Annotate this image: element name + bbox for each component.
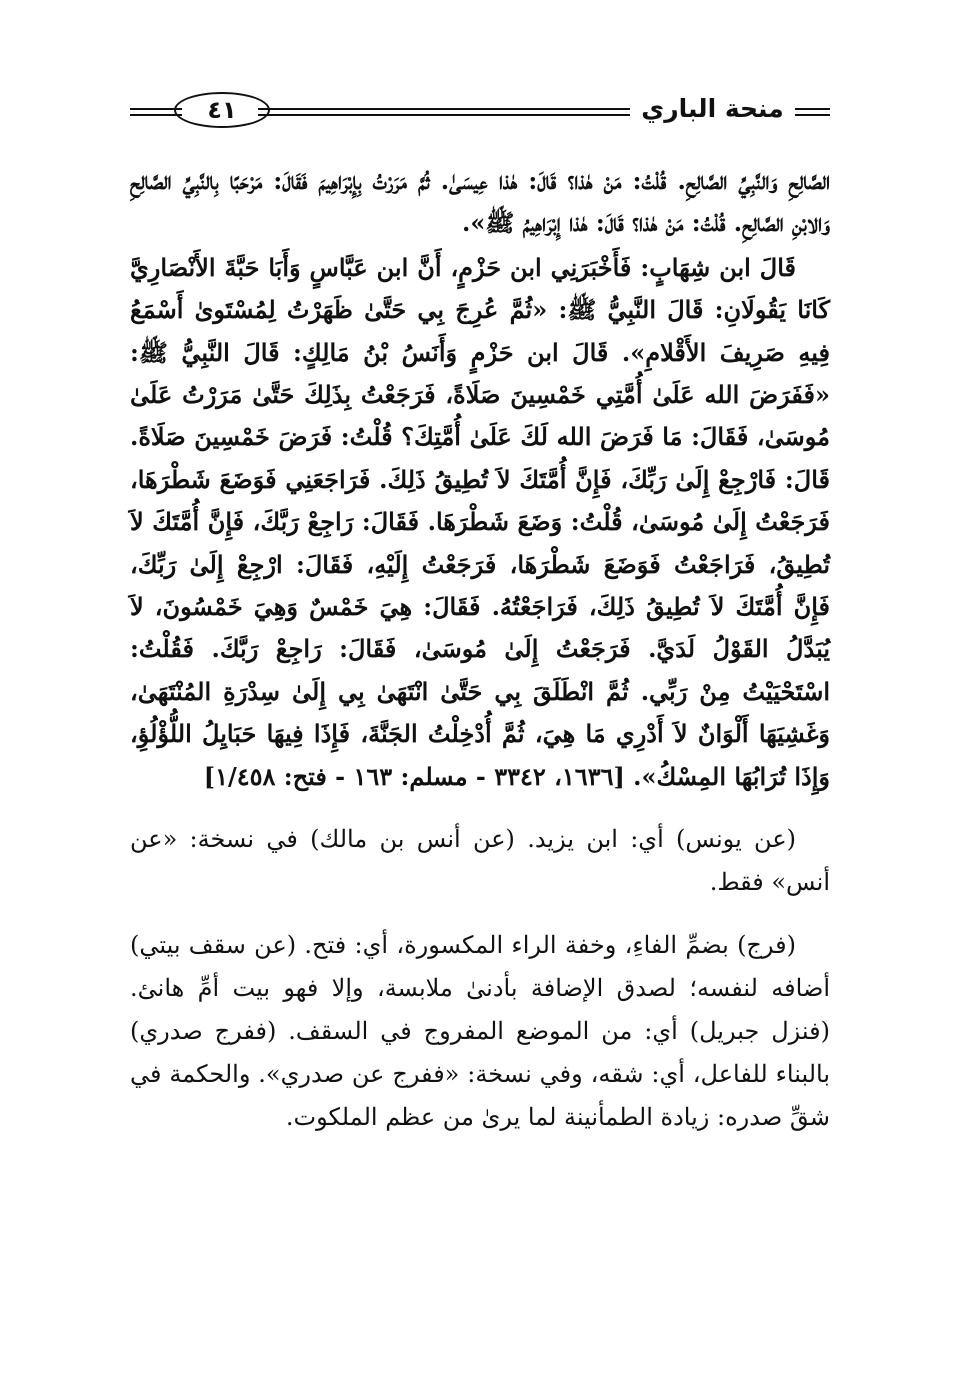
running-title: منحة الباري [641, 94, 784, 123]
page-number: ٤١ [174, 92, 270, 128]
header-rule-right [795, 108, 830, 116]
commentary-paragraph-furija: (فرج) بضمِّ الفاءِ، وخفة الراء المكسورة، أي: فتح. (عن سقف بيتي) أضافه لنفسه؛ لصدق الإضافة بأدنىٰ ملابسة، وإلا فهو بيت أمِّ هانئ. (فنزل جبريل) أي: من الموضع المفروج في السقف. (ففرج صدري) بالبناء للفاعل، أي: شقه، وفي نسخة: «ففرج عن صدري». والحكمة في شقِّ صدره: زيادة الطمأنينة لما يرىٰ من عظم الملكوت. [130, 931, 831, 1132]
section-spacer [130, 798, 830, 818]
page-header [130, 88, 830, 134]
page-body [130, 160, 830, 1139]
section-spacer [130, 904, 830, 924]
hadith-paragraph-ibn-shihab: قَالَ ابن شِهَابٍ: فَأَخْبَرَنِي ابن حَزْمٍ، أَنَّ ابن عَبَّاسٍ وَأَبَا حَبَّةَ الأَنْصَارِيَّ كَانَا يَقُولَانِ: قَالَ النَّبِيُّ ﷺ: «ثُمَّ عُرِجَ بِي حَتَّىٰ ظَهَرْتُ لِمُسْتَوىٰ أَسْمَعُ فِيهِ صَرِيفَ الأَقْلامِ». قَالَ ابن حَزْمٍ وَأَنَسُ بْنُ مَالِكٍ: قَالَ النَّبِيُّ ﷺ: «فَفَرَضَ الله عَلَىٰ أُمَّتِي خَمْسِينَ صَلَاةً، فَرَجَعْتُ بِذَلِكَ حَتَّىٰ مَرَرْتُ عَلَىٰ مُوسَىٰ، فَقَالَ: مَا فَرَضَ الله لَكَ عَلَىٰ أُمَّتِكَ؟ قُلْتُ: فَرَضَ خَمْسِينَ صَلَاةً. قَالَ: فَارْجِعْ إِلَىٰ رَبِّكَ، فَإِنَّ أُمَّتَكَ لاَ تُطِيقُ ذَلِكَ. فَرَاجَعَنِي فَوَضَعَ شَطْرَهَا، فَرَجَعْتُ إِلَىٰ مُوسَىٰ، قُلْتُ: وَضَعَ شَطْرَهَا. فَقَالَ: رَاجِعْ رَبَّكَ، فَإِنَّ أُمَّتَكَ لاَ تُطِيقُ، فَرَاجَعْتُ فَوَضَعَ شَطْرَهَا، فَرَجَعْتُ إِلَيْهِ، فَقَالَ: ارْجِعْ إِلَىٰ رَبِّكَ، فَإِنَّ أُمَّتَكَ لاَ تُطِيقُ ذَلِكَ، فَرَاجَعْتُهُ. فَقَالَ: هِيَ خَمْسٌ وَهِيَ خَمْسُونَ، لاَ يُبَدَّلُ القَوْلُ لَدَيَّ. فَرَجَعْتُ إِلَىٰ مُوسَىٰ، فَقَالَ: رَاجِعْ رَبَّكَ. فَقُلْتُ: اسْتَحْيَيْتُ مِنْ رَبِّي. ثُمَّ انْطَلَقَ بِي حَتَّىٰ انْتَهَىٰ بِي إِلَىٰ سِدْرَةِ المُنْتَهَىٰ، وَغَشِيَهَا أَلْوَانٌ لاَ أَدْرِي مَا هِيَ، ثُمَّ أُدْخِلْتُ الجَنَّةَ، فَإِذَا فِيهَا حَبَايِلُ اللُّؤْلُؤِ، وَإِذَا تُرَابُهَا المِسْكُ». [١٦٣٦، ٣٣٤٢ - مسلم: ١٦٣ - فتح: ١/٤٥٨] [130, 252, 831, 791]
commentary-paragraph-younus: (عن يونس) أي: ابن يزيد. (عن أنس بن مالك) في نسخة: «عن أنس» فقط. [130, 825, 830, 897]
header-rule-middle [258, 108, 630, 116]
hadith-paragraph-continuation: الصَّالِحِ وَالنَّبِيِّ الصَّالِحِ. قُلْتُ: مَنْ هٰذا؟ قَالَ: هٰذا عِيسَىٰ. ثُمَّ مَرَرْتُ بِإِبْرَاهِيمَ فَقَالَ: مَرْحَبًا بِالنَّبِيِّ الصَّالِحِ وَالابْنِ الصَّالِحِ. قُلْتُ: مَنْ هٰذا؟ قَالَ: هٰذا إِبْرَاهِيمُ ﷺ». [130, 166, 830, 238]
